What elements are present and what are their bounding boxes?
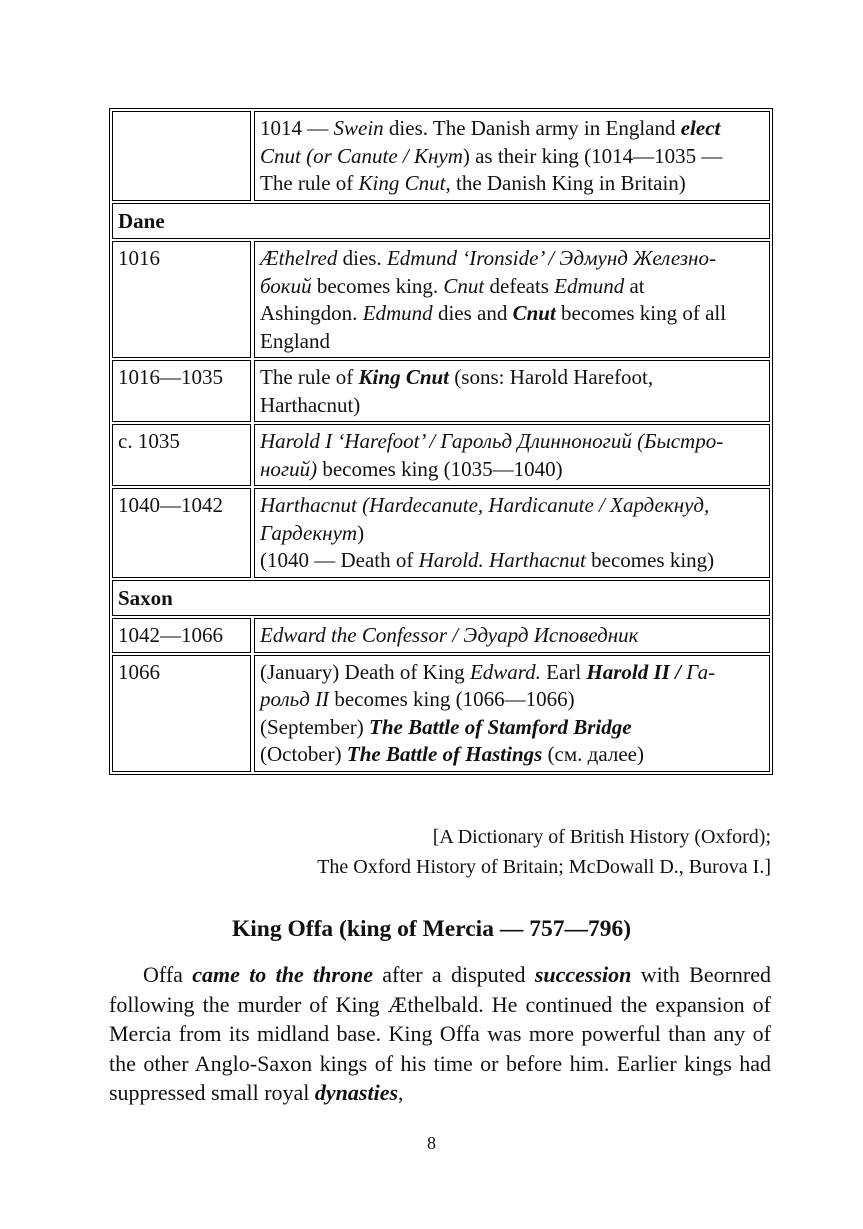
emphasis-text: elect: [680, 116, 721, 140]
emphasis-text: came to the throne: [192, 962, 373, 987]
italic-text: Га- рольд II: [260, 659, 716, 711]
year-cell: 1040—1042: [112, 488, 251, 578]
emphasis-text: dynasties: [314, 1080, 399, 1105]
year-cell: 1066: [112, 655, 251, 772]
plain-text: ) (1040 — Death of: [260, 520, 419, 572]
plain-text: 1014 —: [260, 116, 334, 140]
emphasis-text: Cnut: [512, 301, 556, 325]
italic-text: Edmund ‘Ironside’ / Эдмунд Железно- бокий: [260, 246, 716, 298]
section-row: [112, 580, 770, 617]
plain-text: (January) Death of King: [260, 659, 470, 684]
italic-text: Edmund: [362, 301, 433, 325]
table-row: [112, 241, 770, 358]
page-number: 8: [427, 1133, 436, 1153]
italic-text: Edward.: [469, 659, 541, 684]
emphasis-text: The Battle of Stamford Bridge: [369, 714, 632, 739]
chronology-table-body: [112, 111, 770, 772]
plain-text: becomes king (1066—1066) (September): [260, 687, 575, 739]
italic-text: Edward the Confessor / Эдуард Исповедник: [260, 623, 639, 647]
plain-text: Offa: [143, 962, 193, 987]
italic-text: Cnut: [443, 273, 485, 298]
event-cell: [254, 241, 770, 358]
plain-text: , the Danish King in Britain): [445, 171, 686, 195]
citation-line-1: [A Dictionary of British History (Oxford);: [432, 826, 771, 848]
plain-text: after a disputed: [372, 962, 535, 987]
plain-text: at Ashingdon.: [260, 273, 645, 325]
section-row: [112, 203, 770, 240]
table-row: [112, 111, 770, 201]
plain-text: (sons: Harold Harefoot, Harthacnut): [260, 365, 654, 417]
plain-text: becomes king (1035—1040): [317, 456, 563, 481]
plain-text: dies.: [337, 246, 387, 270]
italic-text: King Cnut: [358, 171, 446, 195]
chronology-table: [109, 108, 773, 775]
plain-text: (October): [260, 742, 347, 766]
section-label: Saxon: [112, 580, 770, 617]
plain-text: ,: [398, 1080, 404, 1105]
event-cell: [254, 488, 770, 578]
italic-text: Harold. Harthacnut: [418, 548, 586, 572]
emphasis-text: Harold II /: [586, 659, 681, 684]
plain-text: dies. The Danish army in England: [383, 116, 681, 140]
table-row: [112, 655, 770, 772]
italic-text: Harthacnut (Hardecanute, Hardicanute / Хардекнуд, Гардекнут: [260, 493, 710, 545]
plain-text: (см. далее): [542, 742, 644, 766]
plain-text: ) as their king (1014—1035 — The rule of: [260, 143, 723, 195]
italic-text: Swein: [333, 116, 384, 140]
italic-text: Æthelred: [260, 246, 338, 270]
citation-line-2: The Oxford History of Britain; McDowall D., Burova I.]: [317, 856, 771, 878]
table-row: [112, 360, 770, 422]
table-row: [112, 488, 770, 578]
event-cell: [254, 111, 770, 201]
emphasis-text: succession: [534, 962, 632, 987]
emphasis-text: King Cnut: [358, 365, 450, 389]
plain-text: becomes king of all England: [260, 301, 727, 353]
plain-text: becomes king.: [311, 273, 444, 298]
plain-text: Earl: [540, 659, 587, 684]
plain-text: The rule of: [260, 365, 359, 389]
section-heading: King Offa (king of Mercia — 757—796): [231, 916, 632, 942]
body-paragraph: [109, 960, 771, 1108]
plain-text: defeats: [484, 273, 555, 298]
source-citation: [211, 822, 771, 882]
event-cell: [254, 360, 770, 422]
plain-text: dies and: [432, 301, 513, 325]
year-cell: 1016—1035: [112, 360, 251, 422]
year-cell: [112, 111, 251, 201]
plain-text: becomes king): [585, 548, 715, 572]
italic-text: Harold I ‘Harefoot’ / Гарольд Длинноногий (Быстро- ногий): [260, 429, 724, 481]
section-label: Dane: [112, 203, 770, 240]
table-row: [112, 424, 770, 486]
event-cell: [254, 424, 770, 486]
italic-text: Cnut (or Canute / Кнут: [260, 143, 463, 168]
event-cell: [254, 618, 770, 653]
emphasis-text: The Battle of Hastings: [346, 742, 543, 766]
year-cell: c. 1035: [112, 424, 251, 486]
plain-text: with Beornred following the murder of King Æthelbald. He continued the expansion of Mercia from its midland base. King Offa was more powerful than any of the other Anglo-Saxon kings of his time or before him. Earlier kings had suppressed small royal: [109, 962, 772, 1105]
year-cell: 1016: [112, 241, 251, 358]
table-row: [112, 618, 770, 653]
italic-text: Edmund: [554, 273, 625, 298]
event-cell: [254, 655, 770, 772]
year-cell: 1042—1066: [112, 618, 251, 653]
